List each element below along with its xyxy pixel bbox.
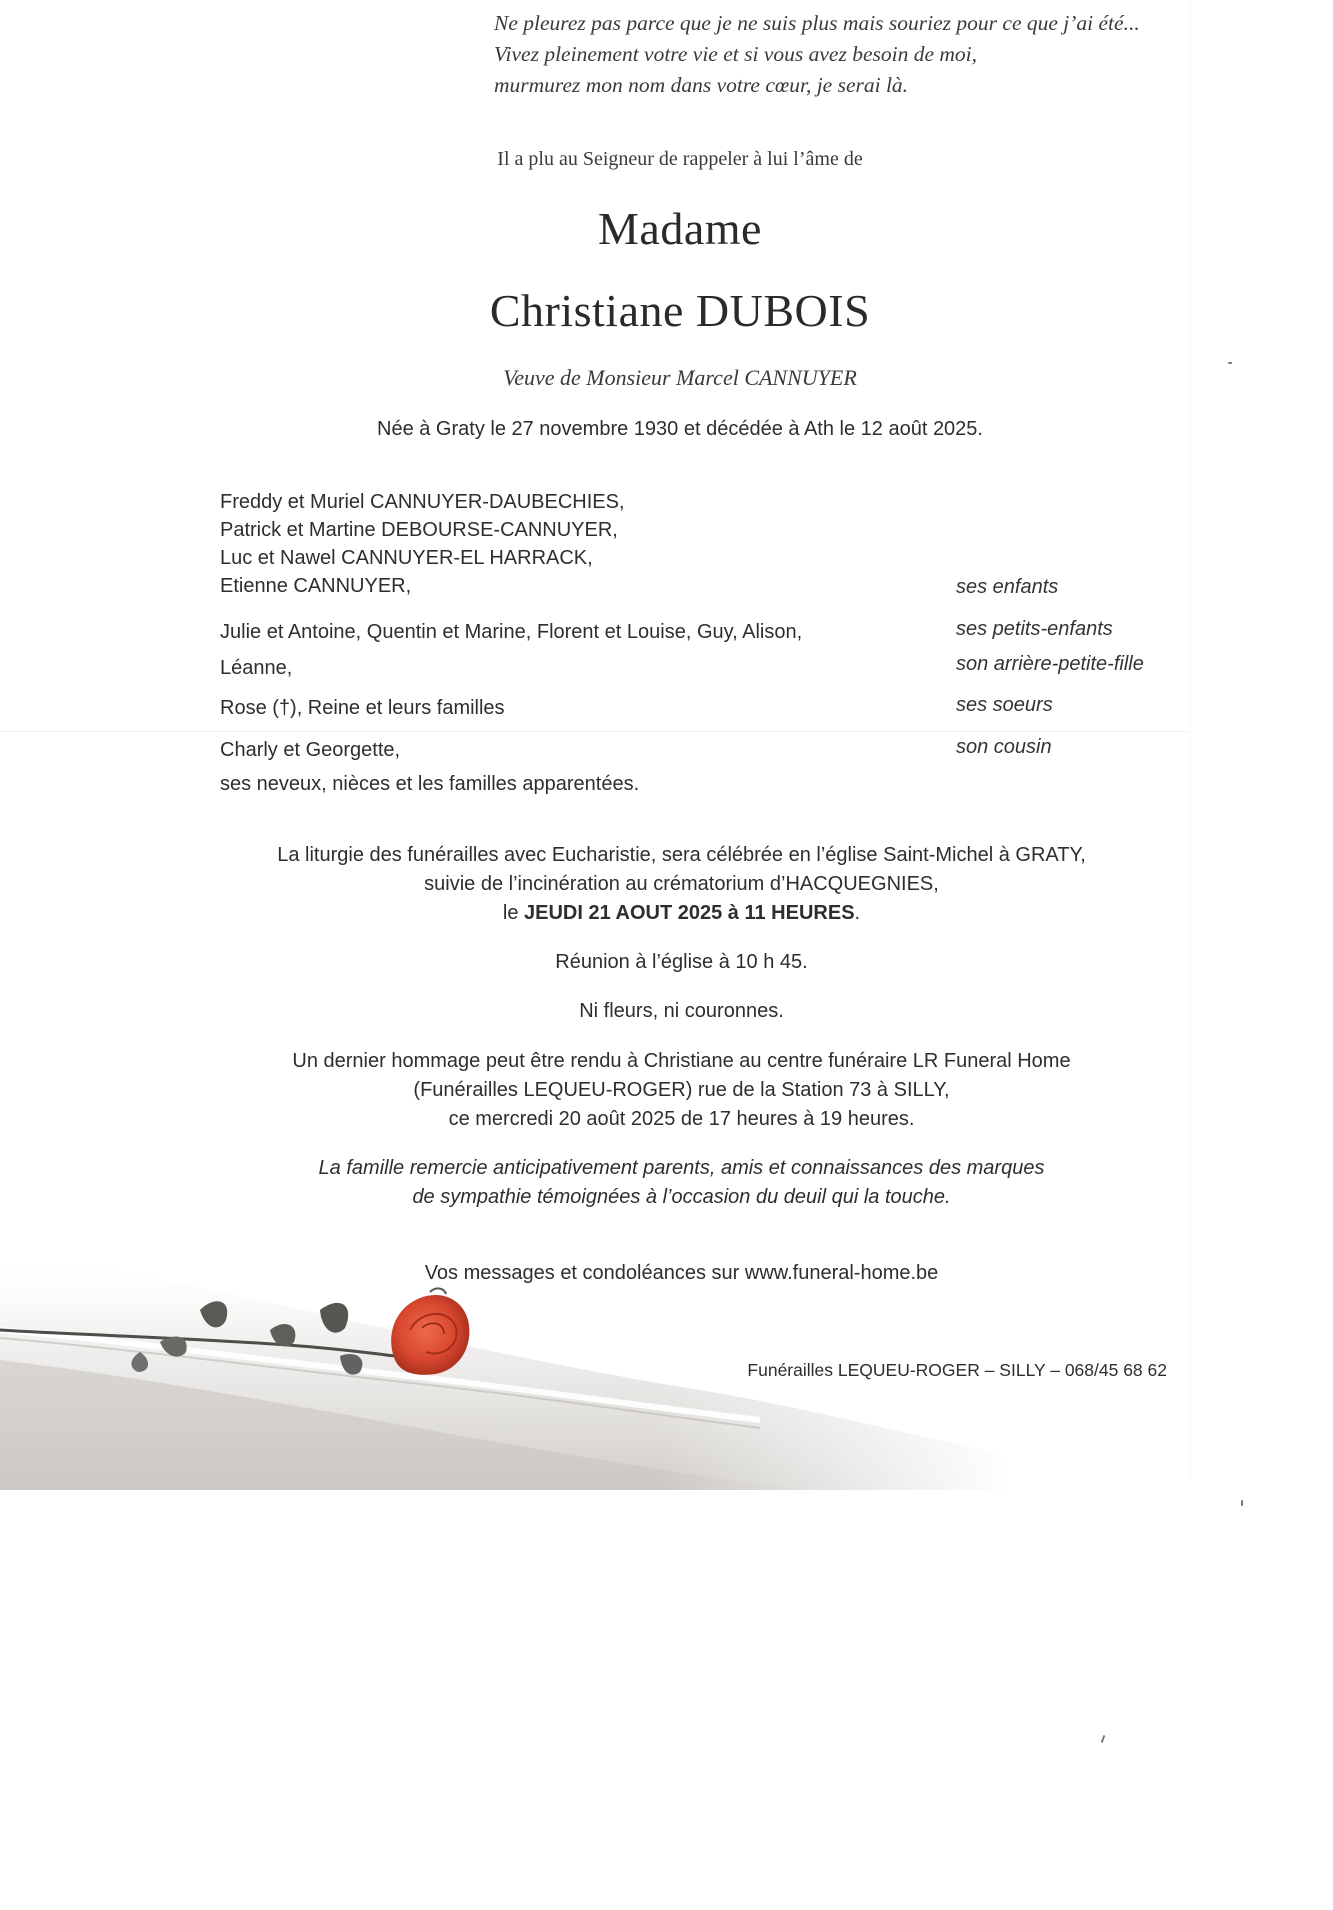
birth-death-dates: Née à Graty le 27 novembre 1930 et décédée à Ath le 12 août 2025. bbox=[377, 418, 983, 440]
children-relation: ses enfants bbox=[956, 576, 1059, 598]
service-date-suffix: . bbox=[854, 902, 861, 924]
poem-line: murmurez mon nom dans votre cœur, je serai là. bbox=[494, 73, 909, 97]
poem bbox=[494, 8, 1140, 101]
service-line: suivie de l’incinération au crématorium d’HACQUEGNIES, bbox=[424, 873, 939, 895]
grandchildren-names: Julie et Antoine, Quentin et Marine, Florent et Louise, Guy, Alison, bbox=[220, 621, 803, 643]
visitation-line: (Funérailles LEQUEU-ROGER) rue de la Station 73 à SILLY, bbox=[413, 1079, 950, 1101]
great-grandchild-relation: son arrière-petite-fille bbox=[956, 653, 1144, 675]
sisters-relation: ses soeurs bbox=[956, 694, 1053, 716]
family-name-line: Luc et Nawel CANNUYER-EL HARRACK, bbox=[220, 547, 593, 569]
service-line: La liturgie des funérailles avec Eucharistie, sera célébrée en l’église Saint-Michel à GRATY, bbox=[277, 844, 1086, 866]
family-name-line: Freddy et Muriel CANNUYER-DAUBECHIES, bbox=[220, 491, 625, 513]
thanks-line: La famille remercie anticipativement parents, amis et connaissances des marques bbox=[318, 1157, 1045, 1179]
visitation-line: ce mercredi 20 août 2025 de 17 heures à 19 heures. bbox=[448, 1108, 915, 1130]
meeting-time: Réunion à l’église à 10 h 45. bbox=[555, 951, 808, 973]
cousin-relation: son cousin bbox=[956, 736, 1052, 758]
poem-line: Vivez pleinement votre vie et si vous avez besoin de moi, bbox=[494, 42, 977, 66]
family-name-line: Etienne CANNUYER, bbox=[220, 575, 412, 597]
grandchildren-relation: ses petits-enfants bbox=[956, 618, 1113, 640]
deceased-name: Christiane DUBOIS bbox=[489, 285, 871, 336]
announcement-intro: Il a plu au Seigneur de rappeler à lui l’âme de bbox=[497, 148, 863, 170]
visitation bbox=[0, 1047, 1333, 1134]
poem-line: Ne pleurez pas parce que je ne suis plus mais souriez pour ce que j’ai été... bbox=[494, 11, 1140, 35]
great-grandchild-names: Léanne, bbox=[220, 657, 293, 679]
undertaker-contact: Funérailles LEQUEU-ROGER – SILLY – 068/45 68 62 bbox=[747, 1360, 1167, 1380]
scan-speck bbox=[1101, 1735, 1106, 1743]
visitation-line: Un dernier hommage peut être rendu à Christiane au centre funéraire LR Funeral Home bbox=[292, 1050, 1071, 1072]
family-thanks bbox=[0, 1154, 1333, 1212]
honorific: Madame bbox=[598, 203, 762, 254]
no-flowers: Ni fleurs, ni couronnes. bbox=[579, 1000, 784, 1022]
widow-of: Veuve de Monsieur Marcel CANNUYER bbox=[503, 365, 857, 390]
thanks-line: de sympathie témoignées à l’occasion du deuil qui la touche. bbox=[412, 1186, 951, 1208]
scan-speck bbox=[1228, 362, 1232, 364]
scan-speck bbox=[1241, 1500, 1243, 1506]
fold-line bbox=[0, 731, 1190, 732]
children-names bbox=[220, 488, 625, 600]
family-name-line: Patrick et Martine DEBOURSE-CANNUYER, bbox=[220, 519, 618, 541]
service-date-line bbox=[0, 899, 1333, 928]
sisters-names: Rose (†), Reine et leurs familles bbox=[220, 697, 505, 719]
cousin-names: Charly et Georgette, bbox=[220, 739, 401, 761]
extended-family: ses neveux, nièces et les familles apparentées. bbox=[220, 773, 640, 795]
condolences-message: Vos messages et condoléances sur www.funeral-home.be bbox=[424, 1262, 939, 1284]
service-details bbox=[0, 841, 1333, 928]
service-date: JEUDI 21 AOUT 2025 à 11 HEURES bbox=[524, 902, 855, 924]
service-date-prefix: le bbox=[502, 902, 525, 924]
